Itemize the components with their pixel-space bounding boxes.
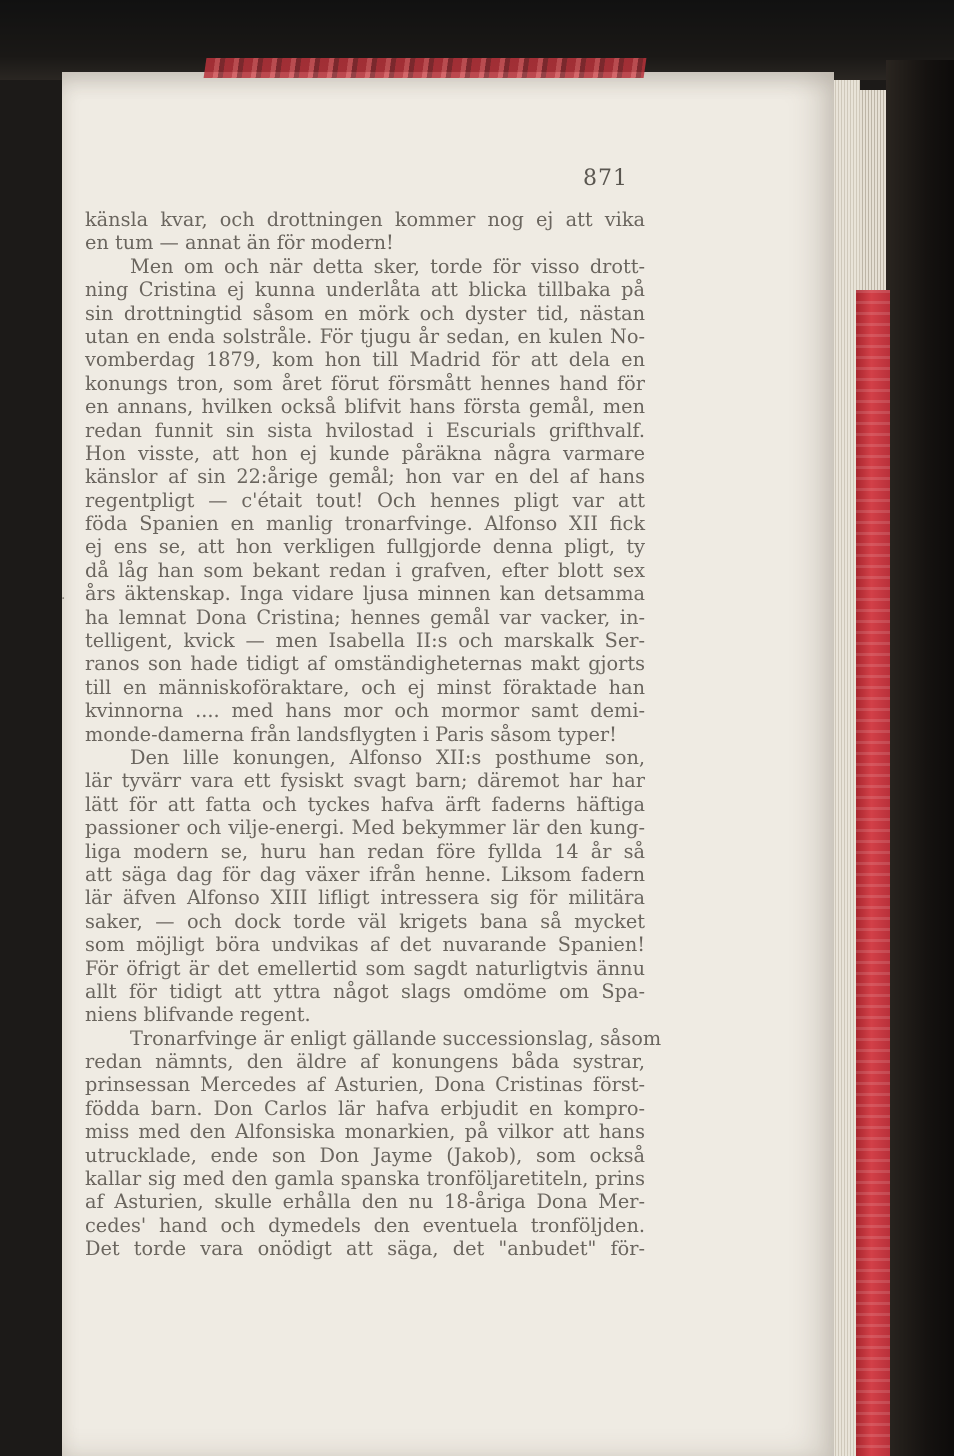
page-number: 871 xyxy=(583,166,628,191)
text-line: miss med den Alfonsiska monarkien, på vilkor att hans xyxy=(85,1120,645,1144)
text-line: utrucklade, ende son Don Jayme (Jakob), som också xyxy=(85,1143,645,1167)
text-line: ej ens se, att hon verkligen fullgjorde denna pligt, ty xyxy=(85,535,645,559)
page-edge-upper xyxy=(860,90,886,290)
text-line: niens blifvande regent. xyxy=(85,1003,311,1027)
text-line: känsla kvar, och drottningen kommer nog ej att vika xyxy=(85,208,645,231)
text-line: cedes' hand och dymedels den eventuela tronföljden. xyxy=(85,1213,645,1237)
text-line: då låg han som bekant redan i grafven, efter blott sex xyxy=(85,558,645,582)
text-line: utan en enda solstråle. För tjugu år sedan, en kulen No- xyxy=(85,324,645,348)
text-line: Det torde vara onödigt att säga, det "anbudet" för- xyxy=(85,1237,645,1261)
text-line: kvinnorna .... med hans mor och mormor samt demi- xyxy=(85,699,645,723)
text-line: af Asturien, skulle erhålla den nu 18-åriga Dona Mer- xyxy=(85,1190,645,1214)
text-line: regentpligt — c'était tout! Och hennes pligt var att xyxy=(85,488,645,512)
text-line: liga modern se, huru han redan före fyllda 14 år så xyxy=(85,839,645,863)
text-line: som möjligt böra undvikas af det nuvarande Spanien! xyxy=(85,933,645,957)
body-text xyxy=(85,208,662,1261)
text-line: För öfrigt är det emellertid som sagdt naturligtvis ännu xyxy=(85,956,645,980)
text-line: ha lemnat Dona Cristina; hennes gemål var vacker, in- xyxy=(85,605,645,629)
text-line: Tronarfvinge är enligt gällande successionslag, såsom xyxy=(130,1026,662,1050)
red-top-edge xyxy=(204,58,647,78)
text-line: Den lille konungen, Alfonso XII:s posthume son, xyxy=(130,745,645,769)
text-line: ning Cristina ej kunna underlåta att blicka tillbaka på xyxy=(85,278,645,302)
text-line: lär tyvärr vara ett fysiskt svagt barn; däremot har har xyxy=(85,769,645,793)
text-line: till en människoföraktare, och ej minst föraktade han xyxy=(85,675,645,699)
text-line: redan nämnts, den äldre af konungens båda systrar, xyxy=(85,1050,645,1074)
text-line: sin drottningtid såsom en mörk och dyster tid, nästan xyxy=(85,301,645,325)
margin-mark: · xyxy=(61,591,66,607)
text-line: saker, — och dock torde väl krigets bana så mycket xyxy=(85,909,645,933)
text-line: passioner och vilje-energi. Med bekymmer lär den kung- xyxy=(85,816,645,840)
text-line: en tum — annat än för modern! xyxy=(85,231,394,255)
red-page-edge xyxy=(856,290,890,1456)
text-line: lätt för att fatta och tyckes hafva ärft faderns häftiga xyxy=(85,792,645,816)
text-line: födda barn. Don Carlos lär hafva erbjudit en kompro- xyxy=(85,1096,645,1120)
text-line: föda Spanien en manlig tronarfvinge. Alfonso XII fick xyxy=(85,512,645,536)
text-line: redan funnit sin sista hvilostad i Escurials grifthvalf. xyxy=(85,418,645,442)
text-line: kallar sig med den gamla spanska tronföljaretiteln, prins xyxy=(85,1167,645,1191)
text-line: allt för tidigt att yttra något slags omdöme om Spa- xyxy=(85,979,645,1003)
text-line: års äktenskap. Inga vidare ljusa minnen kan detsamma xyxy=(85,582,645,606)
text-line: telligent, kvick — men Isabella II:s och marskalk Ser- xyxy=(85,629,645,653)
text-line: att säga dag för dag växer ifrån henne. Liksom fadern xyxy=(85,862,645,886)
text-line: Men om och när detta sker, torde för visso drott- xyxy=(130,254,645,278)
book-binding xyxy=(886,60,954,1456)
text-line: känslor af sin 22:årige gemål; hon var en del af hans xyxy=(85,465,645,489)
text-line: lär äfven Alfonso XIII lifligt intressera sig för militära xyxy=(85,886,645,910)
text-line: en annans, hvilken också blifvit hans första gemål, men xyxy=(85,395,645,419)
text-line: Hon visste, att hon ej kunde påräkna några varmare xyxy=(85,441,645,465)
text-line: monde-damerna från landsflygten i Paris såsom typer! xyxy=(85,722,617,746)
text-line: prinsessan Mercedes af Asturien, Dona Cristinas först- xyxy=(85,1073,645,1097)
text-line: konungs tron, som året förut försmått hennes hand för xyxy=(85,371,645,395)
text-line: ranos son hade tidigt af omständigheternas makt gjorts xyxy=(85,652,645,676)
text-line: vomberdag 1879, kom hon till Madrid för att dela en xyxy=(85,348,645,372)
